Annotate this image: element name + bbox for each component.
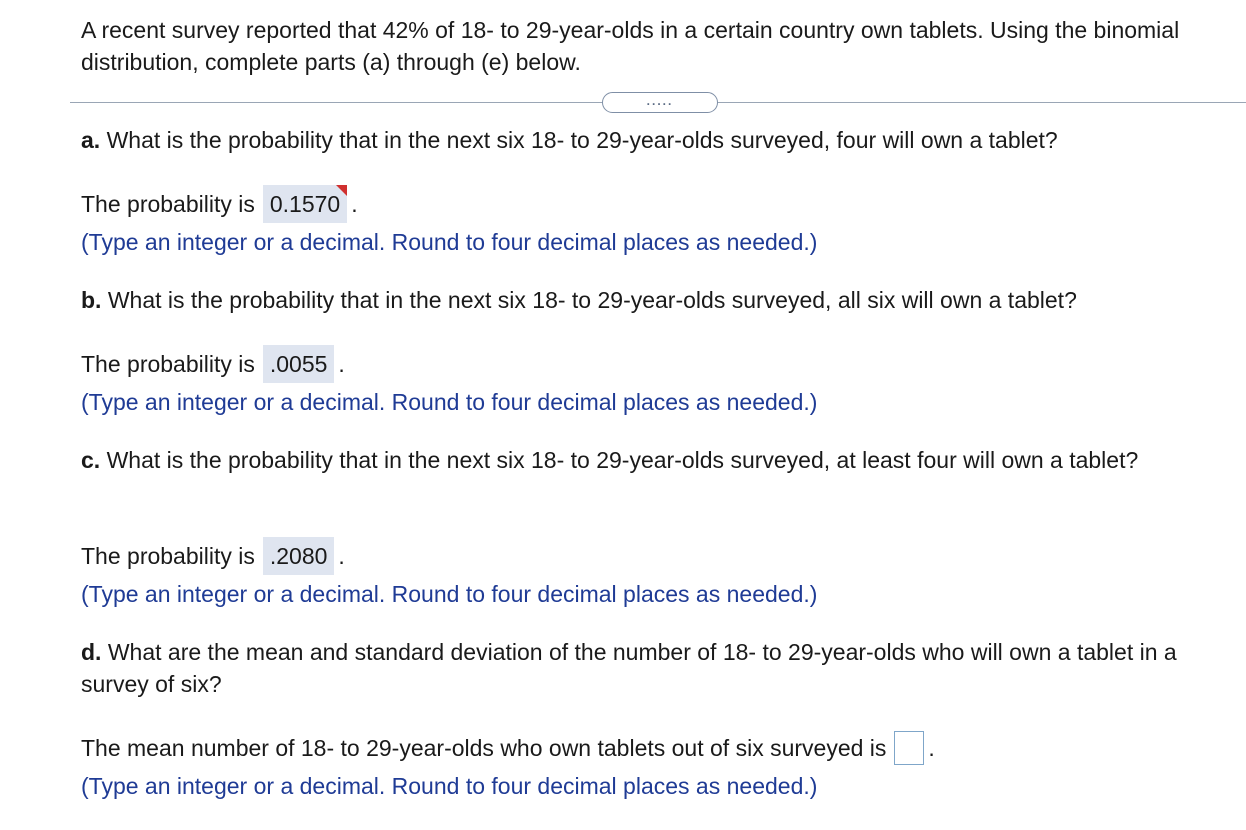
answer-d-mean-input[interactable] (894, 731, 924, 765)
problem-statement: A recent survey reported that 42% of 18- to 29-year-olds in a certain country own tablets. Using the binomial distribution, complete parts (a) through (e) below. (81, 17, 1180, 75)
answer-a-field[interactable]: 0.1570 (263, 185, 347, 223)
question-b-text: What is the probability that in the next six 18- to 29-year-olds surveyed, all six will own a tablet? (101, 287, 1077, 313)
expand-more-button[interactable] (602, 92, 718, 113)
question-d-label: d. (81, 639, 102, 665)
question-c-label: c. (81, 447, 101, 473)
answer-c-prompt: The probability is (81, 543, 255, 569)
question-a (81, 124, 1231, 156)
ellipsis-icon: ..... (646, 93, 674, 108)
answer-b-period: . (338, 351, 345, 377)
answer-c-period: . (338, 543, 345, 569)
answer-d-prompt: The mean number of 18- to 29-year-olds who own tablets out of six surveyed is (81, 735, 887, 761)
answer-d-period: . (928, 735, 935, 761)
hint-b: (Type an integer or a decimal. Round to four decimal places as needed.) (81, 389, 818, 415)
question-b-label: b. (81, 287, 102, 313)
question-d (81, 636, 1206, 700)
hint-a: (Type an integer or a decimal. Round to four decimal places as needed.) (81, 229, 818, 255)
answer-a-line (81, 185, 358, 223)
answer-a-prompt: The probability is (81, 191, 255, 217)
answer-b-field[interactable]: .0055 (263, 345, 335, 383)
hint-c: (Type an integer or a decimal. Round to four decimal places as needed.) (81, 581, 818, 607)
answer-b-line (81, 345, 345, 383)
question-d-text: What are the mean and standard deviation of the number of 18- to 29-year-olds who will own a tablet in a survey of six? (81, 639, 1177, 697)
answer-d-line (81, 731, 935, 765)
question-c-text: What is the probability that in the next six 18- to 29-year-olds surveyed, at least four will own a tablet? (100, 447, 1139, 473)
question-b (81, 284, 1231, 316)
answer-b-prompt: The probability is (81, 351, 255, 377)
question-a-label: a. (81, 127, 101, 153)
hint-d: (Type an integer or a decimal. Round to four decimal places as needed.) (81, 773, 818, 799)
question-a-text: What is the probability that in the next six 18- to 29-year-olds surveyed, four will own a tablet? (100, 127, 1058, 153)
answer-c-line (81, 537, 345, 575)
answer-a-period: . (351, 191, 358, 217)
question-c (81, 444, 1201, 476)
answer-c-field[interactable]: .2080 (263, 537, 335, 575)
